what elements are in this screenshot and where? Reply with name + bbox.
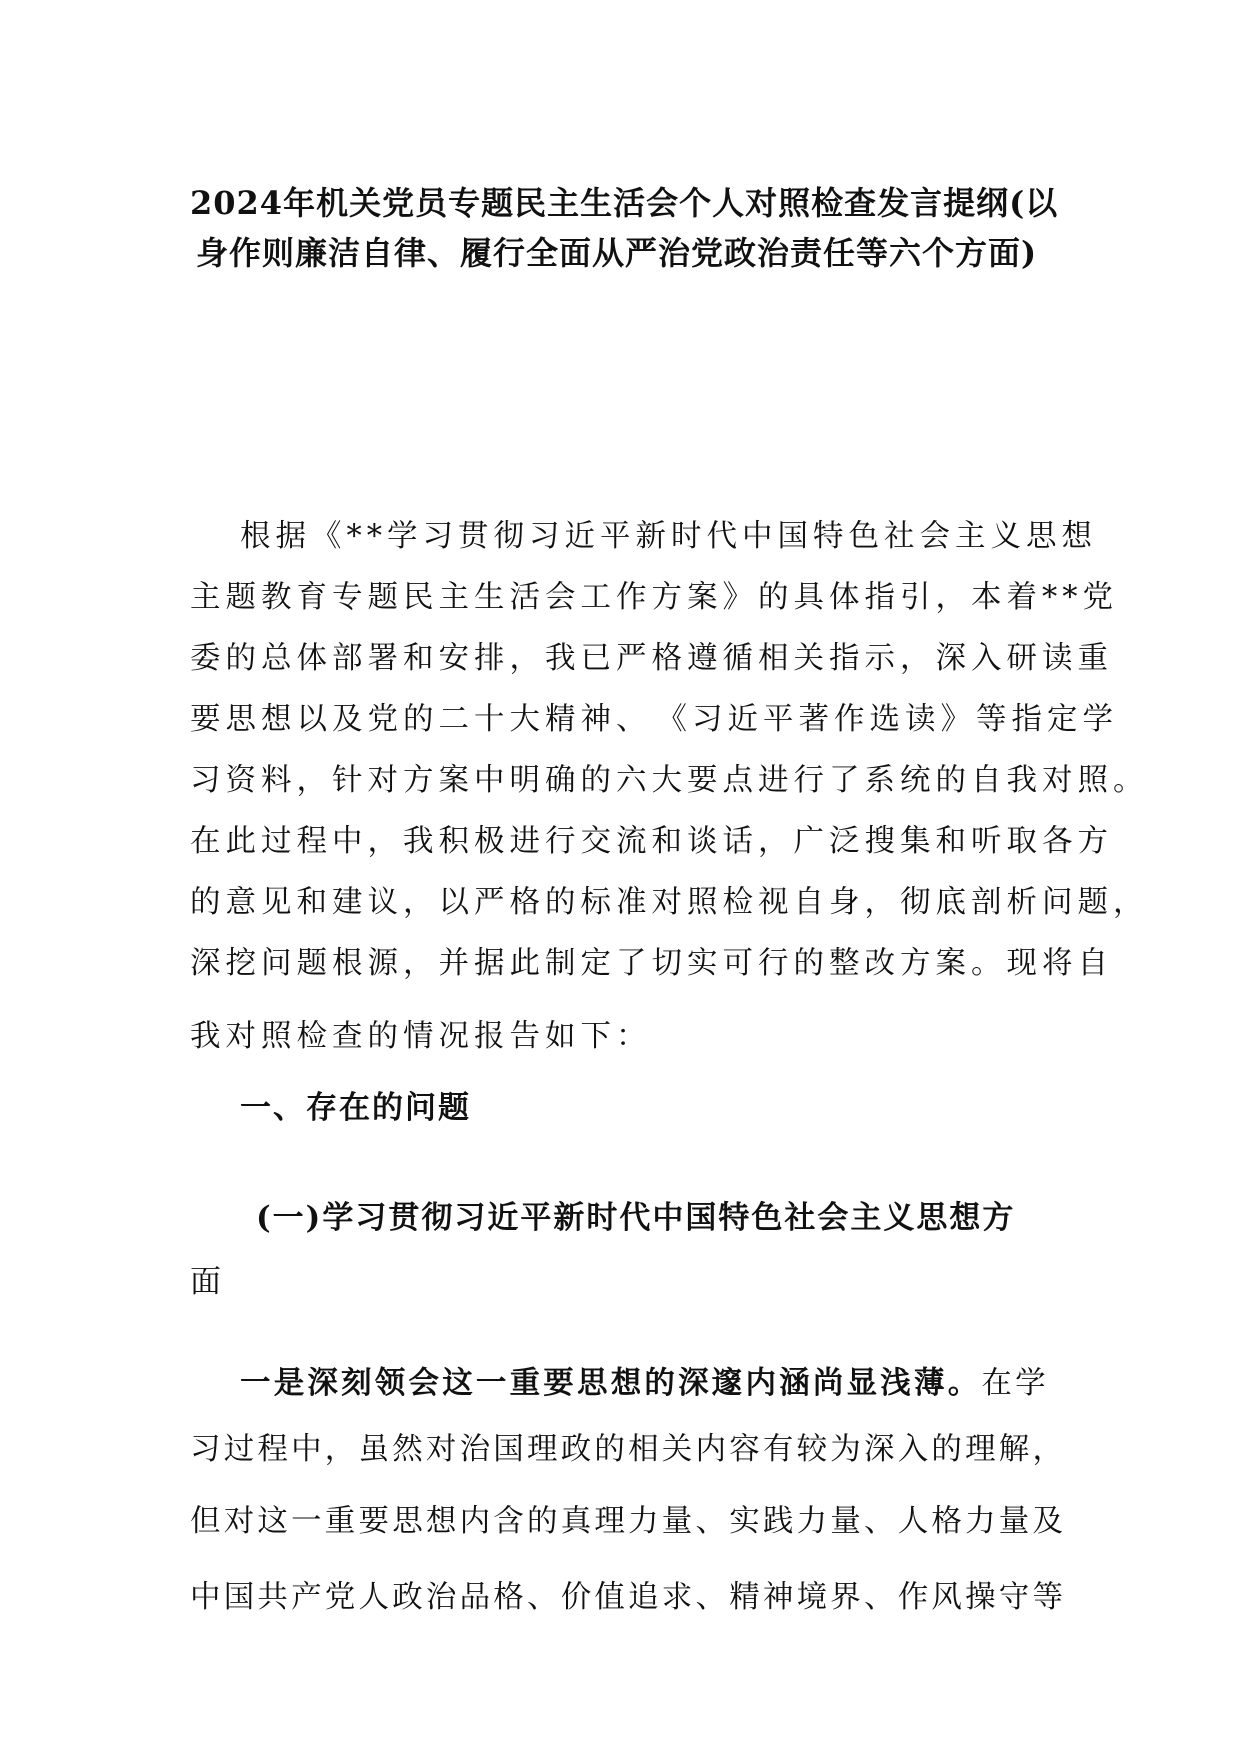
intro-line: 深挖问题根源，并据此制定了切实可行的整改方案。现将自	[190, 946, 1113, 981]
point-lead: 一是深刻领会这一重要思想的深邃内涵尚显浅薄。	[240, 1365, 982, 1401]
intro-line: 习资料，针对方案中明确的六大要点进行了系统的自我对照。	[190, 763, 1149, 798]
point-paragraph	[190, 1350, 1070, 1636]
point-line: 但对这一重要思想内含的真理力量、实践力量、人格力量及	[190, 1504, 1067, 1539]
intro-line: 的意见和建议，以严格的标准对照检视自身，彻底剖析问题，	[190, 885, 1149, 920]
intro-line: 在此过程中，我积极进行交流和谈话，广泛搜集和听取各方	[190, 824, 1113, 859]
subsection-heading-line-1: (一)学习贯彻习近平新时代中国特色社会主义思想方	[256, 1200, 1016, 1236]
intro-line: 主题教育专题民主生活会工作方案》的具体指引，本着**党	[190, 580, 1118, 615]
title-line-2: 身作则廉洁自律、履行全面从严治党政治责任等六个方面)	[196, 234, 1038, 272]
point-line: 在学	[981, 1366, 1049, 1401]
intro-paragraph	[190, 506, 1149, 1067]
intro-line: 我对照检查的情况报告如下：	[190, 1019, 652, 1054]
subsection-heading-line-2: 面	[190, 1264, 221, 1300]
intro-line: 根据《**学习贯彻习近平新时代中国特色社会主义思想	[240, 519, 1097, 554]
point-line: 习过程中，虽然对治国理政的相关内容有较为深入的理解，	[190, 1432, 1067, 1467]
subsection-heading	[190, 1186, 1070, 1314]
document-title	[190, 178, 1059, 278]
intro-line: 委的总体部署和安排，我已严格遵循相关指示，深入研读重	[190, 641, 1113, 676]
section-heading: 一、存在的问题	[240, 1090, 471, 1126]
point-line: 中国共产党人政治品格、价值追求、精神境界、作风操守等	[190, 1580, 1067, 1615]
title-line-1: 2024年机关党员专题民主生活会个人对照检查发言提纲(以	[190, 184, 1059, 222]
point-first-line	[190, 1350, 1070, 1416]
intro-line: 要思想以及党的二十大精神、 《习近平著作选读》等指定学	[190, 702, 1118, 737]
